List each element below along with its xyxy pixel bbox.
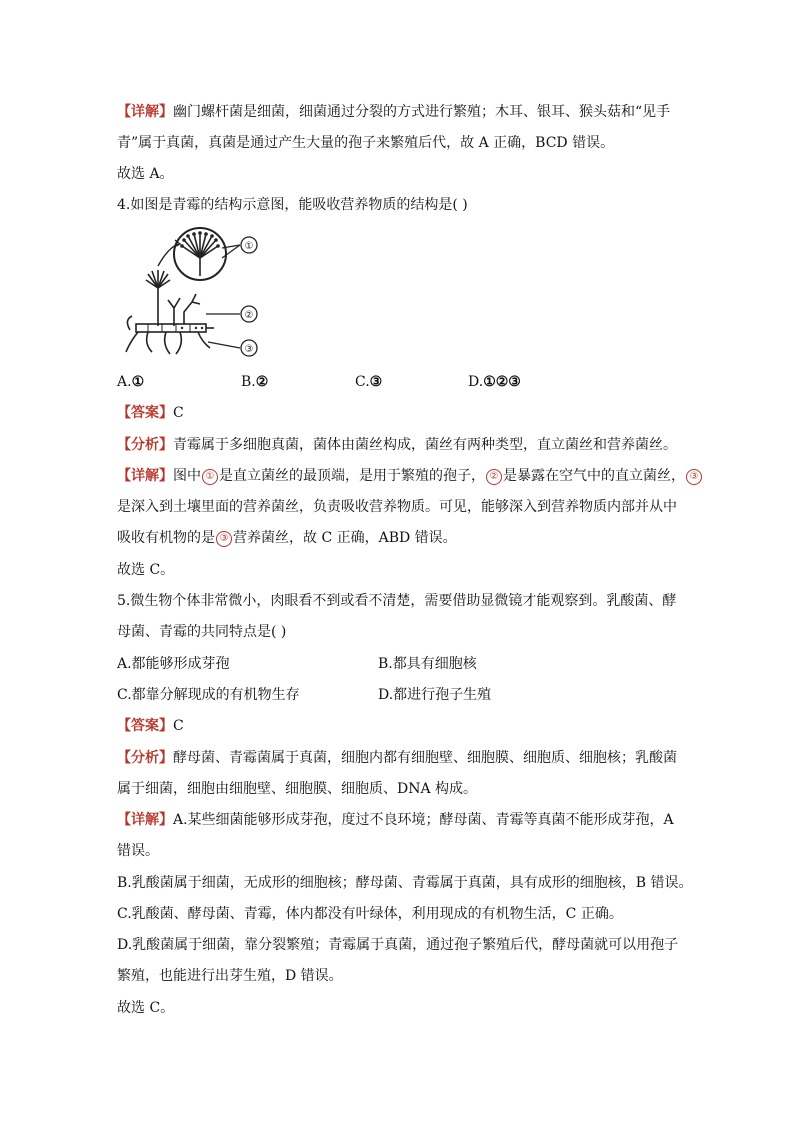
q4-conclusion: 故选 C。 <box>117 562 175 578</box>
circled-3b: ③ <box>216 531 232 547</box>
q5-option-d: D.都进行孢子生殖 <box>378 687 492 703</box>
q4-detail-line-2: 是深入到土壤里面的营养菌丝，负责吸收营养物质。可见，能够深入到营养物质内部并从中 <box>117 499 677 515</box>
q4-analysis: 【分析】青霉属于多细胞真菌，菌体由菌丝构成，菌丝有两种类型，直立菌丝和营养菌丝。 <box>117 437 677 453</box>
q4-option-d: D.①②③ <box>468 374 521 390</box>
figure-label-3: ③ <box>244 344 254 355</box>
q4-stem: 4.如图是青霉的结构示意图，能吸收营养物质的结构是( ) <box>117 197 468 213</box>
q4-detail-line-1: 【详解】图中 ① 是直立菌丝的最顶端，是用于繁殖的孢子， ② 是暴露在空气中的直立菌丝， ③ <box>117 466 703 486</box>
q5-option-a: A.都能够形成芽孢 <box>117 656 230 672</box>
circled-1: ① <box>202 469 218 485</box>
q5-analysis-line-2: 属于细菌，细胞由细胞壁、细胞膜、细胞质、DNA 构成。 <box>117 781 478 797</box>
q5-detail-a-line-2: 错误。 <box>117 843 159 859</box>
q4-answer: 【答案】C <box>117 405 184 421</box>
q5-detail-b: B.乳酸菌属于细菌，无成形的细胞核；酵母菌、青霉属于真菌，具有成形的细胞核，B 错误。 <box>117 875 693 891</box>
q5-detail-d-line-2: 繁殖，也能进行出芽生殖，D 错误。 <box>117 968 343 984</box>
prev-detail-line-1: 【详解】幽门螺杆菌是细菌，细菌通过分裂的方式进行繁殖；木耳、银耳、猴头菇和“见手 <box>117 104 671 120</box>
q5-option-c: C.都靠分解现成的有机物生存 <box>117 687 300 703</box>
prev-conclusion: 故选 A。 <box>117 166 174 182</box>
q5-answer: 【答案】C <box>117 718 184 734</box>
q5-detail-d-line-1: D.乳酸菌属于细菌，靠分裂繁殖；青霉属于真菌，通过孢子繁殖后代，酵母菌就可以用孢子 <box>117 937 679 953</box>
circled-2: ② <box>486 469 502 485</box>
q5-detail-c: C.乳酸菌、酵母菌、青霉，体内都没有叶绿体，利用现成的有机物生活，C 正确。 <box>117 906 623 922</box>
q5-stem-line-2: 母菌、青霉的共同特点是( ) <box>117 624 287 640</box>
q4-detail-line-3: 吸收有机物的是 ③ 营养菌丝，故 C 正确，ABD 错误。 <box>117 530 457 546</box>
circled-3: ③ <box>686 469 702 485</box>
prev-detail-line-2: 青”属于真菌，真菌是通过产生大量的孢子来繁殖后代，故 A 正确，BCD 错误。 <box>117 135 615 151</box>
q4-option-a: A.① <box>117 374 145 390</box>
q5-stem-line-1: 5.微生物个体非常微小，肉眼看不到或看不清楚，需要借助显微镜才能观察到。乳酸菌、酵 <box>117 593 677 609</box>
q4-option-c: C.③ <box>355 374 383 390</box>
detail-tag: 【详解】 <box>117 104 173 120</box>
q4-option-b: B.② <box>241 374 269 390</box>
figure-label-2: ② <box>244 310 254 321</box>
q5-analysis-line-1: 【分析】酵母菌、青霉菌属于真菌，细胞内都有细胞壁、细胞膜、细胞质、细胞核；乳酸菌 <box>117 750 677 766</box>
q5-conclusion: 故选 C。 <box>117 1000 175 1016</box>
q5-option-b: B.都具有细胞核 <box>378 656 477 672</box>
penicillium-structure-figure <box>118 226 268 361</box>
figure-label-1: ① <box>244 241 254 252</box>
q5-detail-a-line-1: 【详解】A.某些细菌能够形成芽孢，度过不良环境；酵母菌、青霉等真菌不能形成芽孢，A <box>117 812 674 828</box>
